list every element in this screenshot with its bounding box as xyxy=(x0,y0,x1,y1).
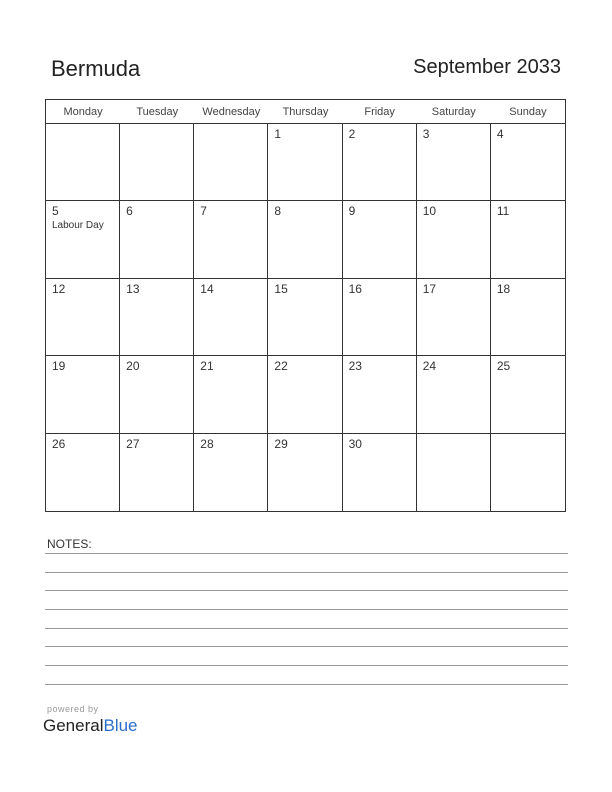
day-cell xyxy=(46,124,120,201)
day-number: 10 xyxy=(422,204,437,219)
day-number: 28 xyxy=(200,436,214,451)
day-cell xyxy=(417,124,491,201)
day-number: 21 xyxy=(200,359,214,374)
day-number: 13 xyxy=(126,281,140,296)
day-cell xyxy=(268,201,342,278)
day-number: 20 xyxy=(126,359,140,374)
day-number: 19 xyxy=(52,359,66,374)
brand-name-general: General xyxy=(43,716,104,735)
day-number: 18 xyxy=(496,281,511,296)
day-cell xyxy=(417,201,491,278)
day-cell xyxy=(46,279,120,356)
note-line xyxy=(45,553,568,554)
day-cell xyxy=(491,356,565,433)
day-number: 15 xyxy=(274,281,288,296)
calendar-weeks xyxy=(46,124,565,511)
day-cell xyxy=(46,201,120,278)
day-number: 22 xyxy=(274,359,288,374)
day-cell xyxy=(46,356,120,433)
day-cell xyxy=(343,124,417,201)
day-cell xyxy=(194,356,268,433)
day-number: 3 xyxy=(422,127,430,141)
day-cell xyxy=(343,434,417,511)
weekday-saturday: Saturday xyxy=(431,106,476,118)
day-number: 24 xyxy=(422,359,437,374)
day-cell xyxy=(417,356,491,433)
day-number: 16 xyxy=(348,281,362,296)
day-cell xyxy=(417,434,491,511)
day-number: 1 xyxy=(274,127,282,141)
day-number: 8 xyxy=(274,204,282,219)
month-title: September 2033 xyxy=(413,56,561,78)
brand-logo xyxy=(43,716,138,736)
day-cell xyxy=(268,279,342,356)
day-cell xyxy=(417,279,491,356)
day-cell xyxy=(120,124,194,201)
day-cell xyxy=(491,201,565,278)
day-number: 6 xyxy=(126,204,133,219)
country-title: Bermuda xyxy=(51,56,141,81)
note-line xyxy=(45,609,568,610)
day-number: 11 xyxy=(496,204,510,219)
day-cell xyxy=(120,434,194,511)
day-cell xyxy=(120,201,194,278)
day-cell xyxy=(491,124,565,201)
day-cell xyxy=(268,434,342,511)
day-cell xyxy=(491,434,565,511)
note-line xyxy=(45,572,568,573)
day-number: 17 xyxy=(422,281,437,296)
day-number: 12 xyxy=(52,281,66,296)
day-cell xyxy=(120,279,194,356)
day-number: 5 xyxy=(52,204,59,219)
weekday-wednesday: Wednesday xyxy=(202,106,261,118)
day-cell xyxy=(343,356,417,433)
day-cell xyxy=(194,279,268,356)
powered-by-label: powered by xyxy=(47,704,99,714)
day-cell xyxy=(46,434,120,511)
calendar-grid xyxy=(45,99,566,512)
note-line xyxy=(45,646,568,647)
day-number: 27 xyxy=(126,436,140,451)
holiday-label: Labour Day xyxy=(52,220,104,232)
day-number: 23 xyxy=(348,359,362,374)
notes-label: NOTES: xyxy=(47,537,92,551)
day-number: 7 xyxy=(200,204,207,219)
note-line xyxy=(45,665,568,666)
day-number: 30 xyxy=(348,436,362,451)
weekday-monday: Monday xyxy=(63,106,103,118)
day-number: 25 xyxy=(496,359,511,374)
day-cell xyxy=(120,356,194,433)
note-line xyxy=(45,628,568,629)
weekday-thursday: Thursday xyxy=(282,106,329,118)
day-cell xyxy=(343,279,417,356)
day-number: 29 xyxy=(274,436,288,451)
day-number: 9 xyxy=(348,204,356,219)
day-number: 26 xyxy=(52,436,66,451)
note-line xyxy=(45,590,568,591)
day-number: 14 xyxy=(200,281,214,296)
day-number: 4 xyxy=(496,127,504,141)
day-cell xyxy=(491,279,565,356)
day-cell xyxy=(268,124,342,201)
note-line xyxy=(45,684,568,685)
weekday-friday: Friday xyxy=(364,106,395,118)
day-number: 2 xyxy=(348,127,356,141)
day-cell xyxy=(343,201,417,278)
day-cell xyxy=(194,434,268,511)
weekday-tuesday: Tuesday xyxy=(136,106,179,118)
brand-name-blue: Blue xyxy=(103,716,138,735)
weekday-header xyxy=(46,100,565,124)
day-cell xyxy=(268,356,342,433)
weekday-sunday: Sunday xyxy=(509,106,547,118)
day-cell xyxy=(194,124,268,201)
day-cell xyxy=(194,201,268,278)
